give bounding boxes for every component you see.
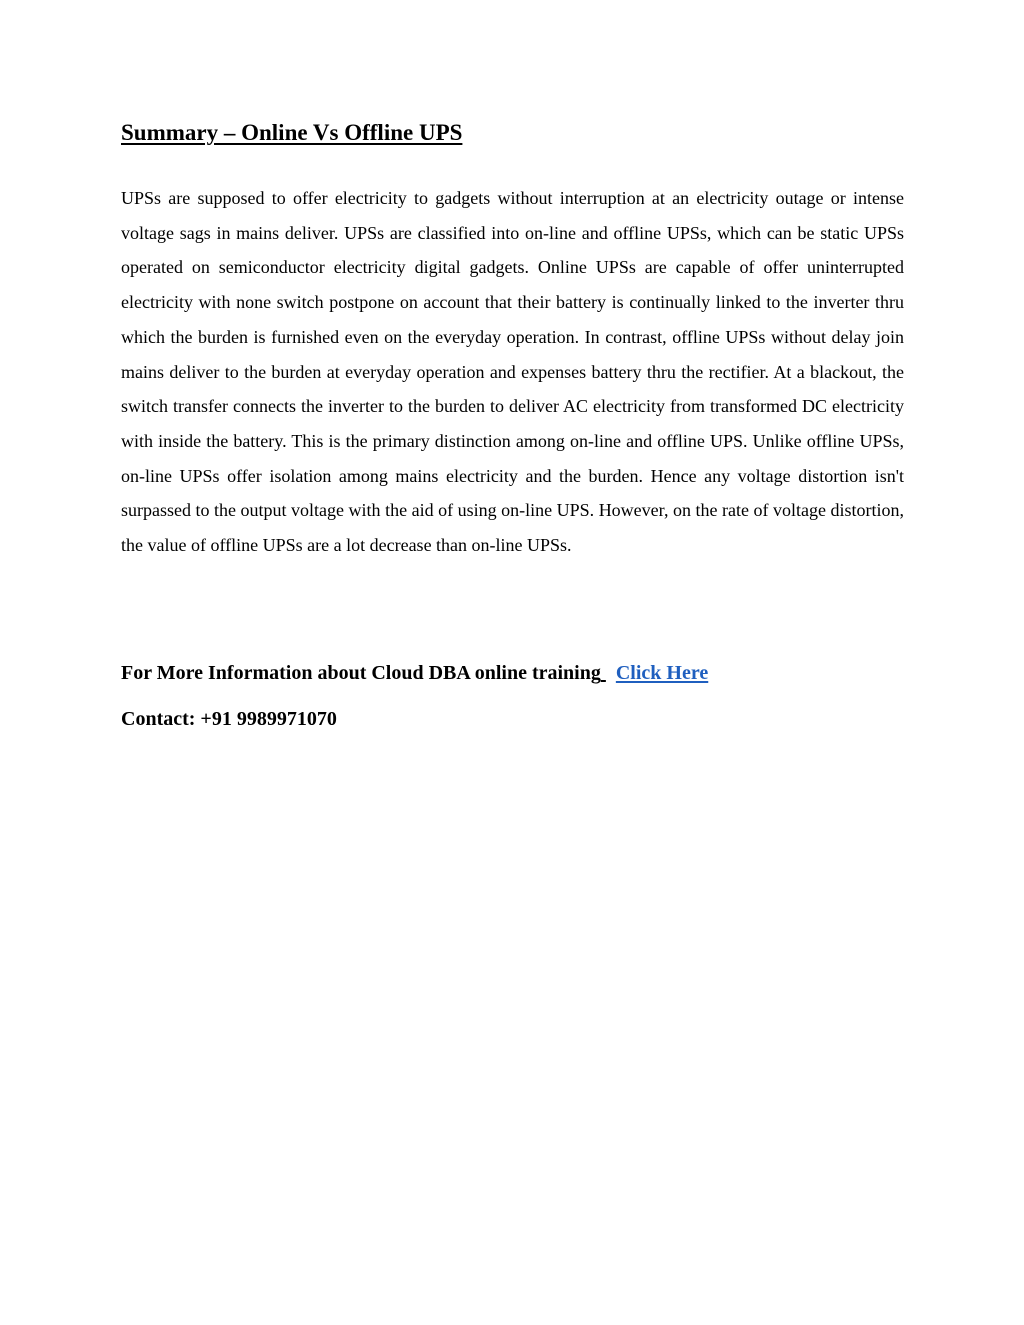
- contact-info: Contact: +91 9989971070: [121, 708, 337, 730]
- more-info-line: [121, 662, 708, 685]
- summary-paragraph: UPSs are supposed to offer electricity to gadgets without interruption at an electricity outage or intense voltage sags in mains deliver. UPSs are classified into on-line and offline UPSs, which can be static UPSs operated on semiconductor electricity digital gadgets. Online UPSs are capable of offer uninterrupted electricity with none switch postpone on account that their battery is continually linked to the inverter thru which the burden is furnished even on the everyday operation. In contrast, offline UPSs without delay join mains deliver to the burden at everyday operation and expenses battery thru the rectifier. At a blackout, the switch transfer connects the inverter to the burden to deliver AC electricity from transformed DC electricity with inside the battery. This is the primary distinction among on-line and offline UPS. Unlike offline UPSs, on-line UPSs offer isolation among mains electricity and the burden. Hence any voltage distortion isn't surpassed to the output voltage with the aid of using on-line UPS. However, on the rate of voltage distortion, the value of offline UPSs are a lot decrease than on-line UPSs.: [121, 188, 904, 556]
- click-here-link[interactable]: Click Here: [615, 662, 709, 684]
- underlined-spacer: [601, 662, 606, 684]
- more-info-text: For More Information about Cloud DBA online training: [121, 662, 601, 684]
- page-title: Summary – Online Vs Offline UPS: [121, 120, 463, 145]
